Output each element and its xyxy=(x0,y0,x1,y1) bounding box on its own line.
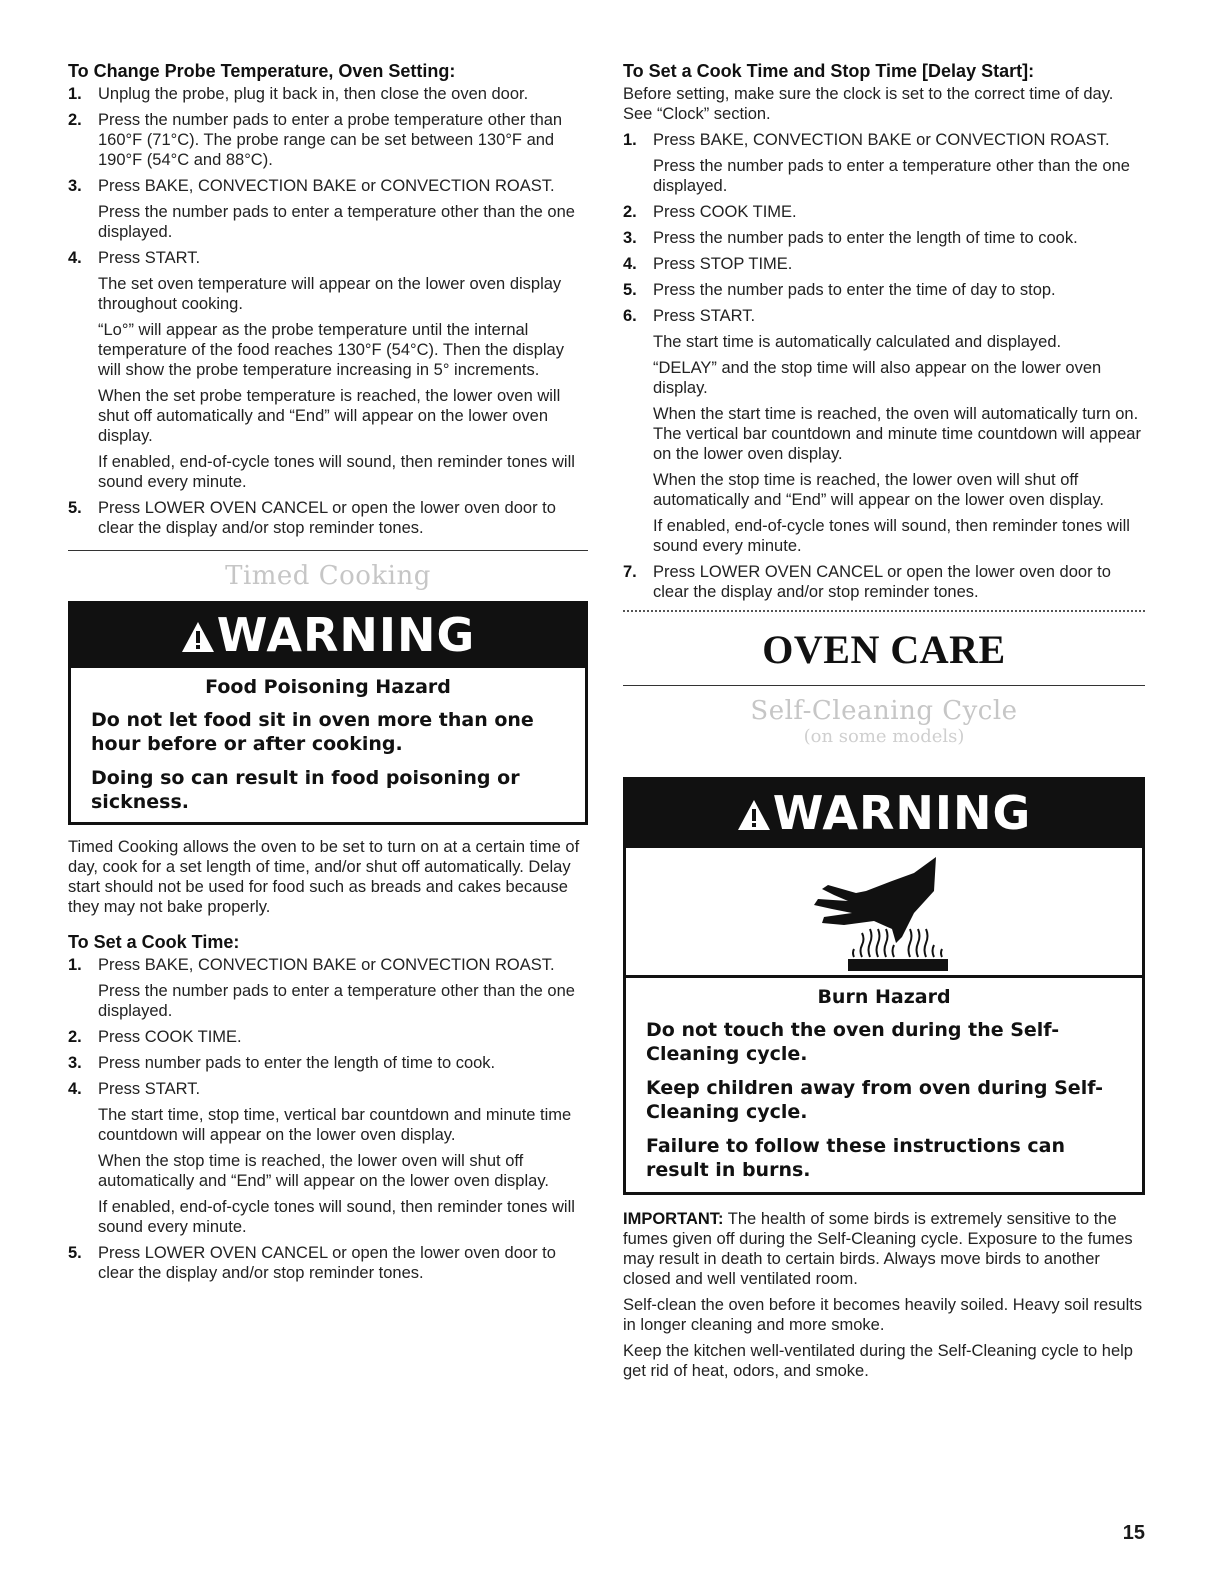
step-detail: If enabled, end-of-cycle tones will sound, then reminder tones will sound every minute. xyxy=(98,453,575,491)
warning-text: Failure to follow these instructions can result in burns. xyxy=(646,1135,1066,1181)
warning-label: WARNING xyxy=(216,608,476,662)
step-text: Press COOK TIME. xyxy=(653,203,797,221)
warning-label: WARNING xyxy=(772,786,1032,840)
soil-note: Self-clean the oven before it becomes heavily soiled. Heavy soil results in longer cleaning and more smoke. xyxy=(623,1296,1143,1334)
step-text: Press START. xyxy=(653,307,756,325)
step-detail: The start time, stop time, vertical bar countdown and minute time countdown will appear on the lower oven display. xyxy=(98,1106,572,1144)
burn-warning xyxy=(623,777,1145,1195)
hazard-title: Food Poisoning Hazard xyxy=(205,676,451,698)
step-detail: Press the number pads to enter a temperature other than the one displayed. xyxy=(98,982,575,1020)
step-number: 3. xyxy=(68,1054,82,1072)
step-text: Unplug the probe, plug it back in, then close the oven door. xyxy=(98,85,529,103)
step-number: 1. xyxy=(623,131,637,149)
list-item xyxy=(68,1027,588,1047)
step-detail: Press the number pads to enter a temperature other than the one displayed. xyxy=(653,157,1130,195)
list-item xyxy=(623,280,1145,300)
warning-text: Do not touch the oven during the Self-Cleaning cycle. xyxy=(646,1019,1060,1065)
step-text: Press BAKE, CONVECTION BAKE or CONVECTION ROAST. xyxy=(98,177,555,195)
divider xyxy=(623,685,1145,686)
step-text: Press LOWER OVEN CANCEL or open the lower oven door to clear the display and/or stop reminder tones. xyxy=(98,499,556,537)
list-item xyxy=(68,84,588,104)
warning-banner xyxy=(71,604,585,668)
hazard-pictogram xyxy=(626,848,1142,978)
warning-banner xyxy=(626,780,1142,848)
warning-text: Doing so can result in food poisoning or sickness. xyxy=(91,767,520,813)
list-item xyxy=(68,248,588,492)
warning-text: Keep children away from oven during Self-Cleaning cycle. xyxy=(646,1077,1104,1123)
step-detail: “DELAY” and the stop time will also appear on the lower oven display. xyxy=(653,359,1102,397)
divider xyxy=(68,550,588,551)
step-number: 5. xyxy=(68,1244,82,1262)
step-number: 4. xyxy=(68,1080,82,1098)
step-detail: When the set probe temperature is reached, the lower oven will shut off automatically and “End” will appear on the lower oven display. xyxy=(98,387,561,445)
list-item xyxy=(623,254,1145,274)
step-number: 4. xyxy=(623,255,637,273)
self-cleaning-subtitle: (on some models) xyxy=(803,726,965,747)
step-number: 2. xyxy=(623,203,637,221)
list-item xyxy=(68,498,588,538)
food-poisoning-warning xyxy=(68,601,588,825)
step-detail: When the start time is reached, the oven will automatically turn on. The vertical bar countdown and minute time countdown will appear on the lower oven display. xyxy=(653,405,1141,463)
warning-text: Do not let food sit in oven more than one hour before or after cooking. xyxy=(91,709,534,755)
step-detail: If enabled, end-of-cycle tones will sound, then reminder tones will sound every minute. xyxy=(98,1198,575,1236)
step-text: Press STOP TIME. xyxy=(653,255,793,273)
warning-triangle-icon xyxy=(181,621,215,653)
list-item xyxy=(68,955,588,1021)
step-detail: When the stop time is reached, the lower oven will shut off automatically and “End” will appear on the lower oven display. xyxy=(653,471,1104,509)
step-number: 7. xyxy=(623,563,637,581)
delay-intro: Before setting, make sure the clock is set to the correct time of day. See “Clock” section. xyxy=(623,85,1114,123)
step-text: Press BAKE, CONVECTION BAKE or CONVECTION ROAST. xyxy=(98,956,555,974)
left-column xyxy=(68,60,588,1289)
step-text: Press LOWER OVEN CANCEL or open the lower oven door to clear the display and/or stop reminder tones. xyxy=(98,1244,556,1282)
step-detail: When the stop time is reached, the lower oven will shut off automatically and “End” will appear on the lower oven display. xyxy=(98,1152,549,1190)
divider xyxy=(623,610,1145,612)
list-item xyxy=(68,1053,588,1073)
step-number: 3. xyxy=(623,229,637,247)
cook-time-heading: To Set a Cook Time: xyxy=(68,932,240,952)
page-number: 15 xyxy=(1122,1522,1145,1544)
delay-heading: To Set a Cook Time and Stop Time [Delay Start]: xyxy=(623,61,1035,81)
list-item xyxy=(68,1243,588,1283)
list-item xyxy=(68,176,588,242)
important-label: IMPORTANT: xyxy=(623,1210,724,1228)
step-text: Press START. xyxy=(98,1080,201,1098)
important-text: The health of some birds is extremely sensitive to the fumes given off during the Self-Cleaning cycle. Exposure to the fumes may result in death to certain birds. Always move birds to another closed and well ventilated room. xyxy=(623,1210,1133,1288)
important-note xyxy=(623,1209,1145,1289)
list-item xyxy=(623,130,1145,196)
probe-steps-list xyxy=(68,84,588,538)
hand-heat-icon xyxy=(804,851,964,973)
step-detail: The set oven temperature will appear on the lower oven display throughout cooking. xyxy=(98,275,562,313)
right-column xyxy=(623,60,1145,1381)
step-number: 4. xyxy=(68,249,82,267)
timed-intro: Timed Cooking allows the oven to be set to turn on at a certain time of day, cook for a set length of time, and/or shut off automatically. Delay start should not be used for food such as breads and cakes because they may not bake properly. xyxy=(68,838,580,916)
step-number: 1. xyxy=(68,85,82,103)
list-item xyxy=(623,306,1145,556)
step-detail: The start time is automatically calculated and displayed. xyxy=(653,333,1062,351)
list-item xyxy=(68,110,588,170)
step-number: 5. xyxy=(623,281,637,299)
self-cleaning-title: Self-Cleaning Cycle xyxy=(750,696,1018,726)
step-text: Press COOK TIME. xyxy=(98,1028,242,1046)
probe-heading: To Change Probe Temperature, Oven Setting: xyxy=(68,61,456,81)
step-number: 5. xyxy=(68,499,82,517)
list-item xyxy=(623,202,1145,222)
timed-cooking-title: Timed Cooking xyxy=(225,561,431,591)
step-text: Press number pads to enter the length of time to cook. xyxy=(98,1054,496,1072)
step-number: 6. xyxy=(623,307,637,325)
step-detail: “Lo°” will appear as the probe temperature until the internal temperature of the food reaches 130°F (54°C). Then the display will show the probe temperature increasing in 5° increments. xyxy=(98,321,564,379)
step-text: Press the number pads to enter the length of time to cook. xyxy=(653,229,1078,247)
step-detail: Press the number pads to enter a temperature other than the one displayed. xyxy=(98,203,575,241)
hazard-title: Burn Hazard xyxy=(817,986,951,1008)
list-item xyxy=(68,1079,588,1237)
step-number: 2. xyxy=(68,1028,82,1046)
step-text: Press LOWER OVEN CANCEL or open the lower oven door to clear the display and/or stop reminder tones. xyxy=(653,563,1111,601)
step-text: Press BAKE, CONVECTION BAKE or CONVECTION ROAST. xyxy=(653,131,1110,149)
list-item xyxy=(623,562,1145,602)
step-text: Press the number pads to enter a probe temperature other than 160°F (71°C). The probe range can be set between 130°F and 190°F (54°C and 88°C). xyxy=(98,111,563,169)
delay-steps-list xyxy=(623,130,1145,602)
list-item xyxy=(623,228,1145,248)
step-number: 1. xyxy=(68,956,82,974)
section-title: OVEN CARE xyxy=(762,627,1006,672)
step-text: Press START. xyxy=(98,249,201,267)
step-number: 2. xyxy=(68,111,82,129)
step-text: Press the number pads to enter the time of day to stop. xyxy=(653,281,1056,299)
step-number: 3. xyxy=(68,177,82,195)
cook-steps-list xyxy=(68,955,588,1283)
ventilation-note: Keep the kitchen well-ventilated during the Self-Cleaning cycle to help get rid of heat, odors, and smoke. xyxy=(623,1342,1133,1380)
step-detail: If enabled, end-of-cycle tones will sound, then reminder tones will sound every minute. xyxy=(653,517,1130,555)
warning-triangle-icon xyxy=(737,799,771,831)
